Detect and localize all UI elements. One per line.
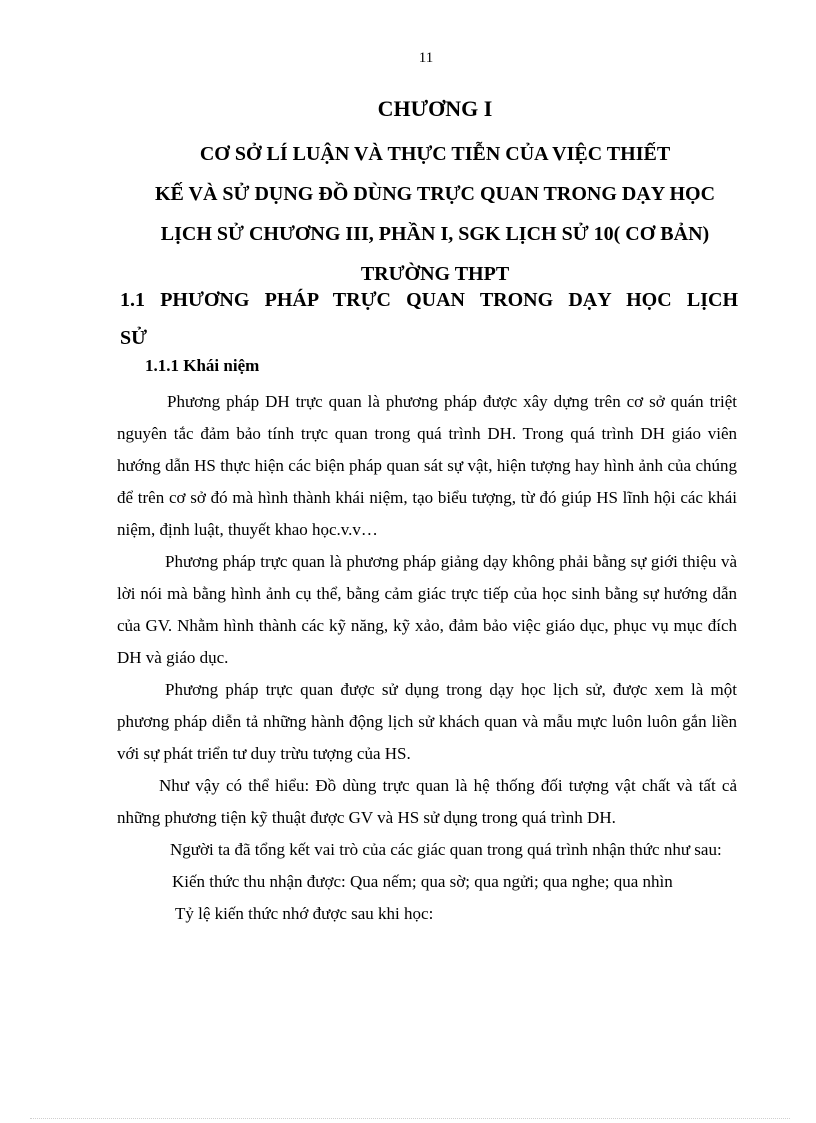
section-title xyxy=(120,281,738,357)
paragraph: Tỷ lệ kiến thức nhớ được sau khi học: xyxy=(175,904,434,923)
paragraph: Phương pháp DH trực quan là phương pháp được xây dựng trên cơ sở quán triệt nguyên tắc đảm bảo tính trực quan trong quá trình DH. Trong quá trình DH giáo viên hướng dẫn HS thực hiện các biện pháp quan sát sự vật, hiện tượng hay hình ảnh của chúng để trên cơ sở đó mà hình thành khái niệm, tạo biểu tượng, từ đó giúp HS lĩnh hội các khái niệm, định luật, thuyết khao học.v.v… xyxy=(117,392,737,539)
page-bottom-divider xyxy=(30,1118,790,1119)
paragraph: Người ta đã tổng kết vai trò của các giác quan trong quá trình nhận thức như sau: xyxy=(170,840,722,859)
chapter-title-line: TRƯỜNG THPT xyxy=(360,263,510,285)
page-number: 11 xyxy=(418,50,434,66)
chapter-title xyxy=(110,134,760,294)
chapter-title-line: CƠ SỞ LÍ LUẬN VÀ THỰC TIỄN CỦA VIỆC THIẾT xyxy=(199,143,671,165)
section-title-line: SỬ xyxy=(120,327,148,349)
body-text xyxy=(117,386,737,930)
paragraph: Như vậy có thể hiểu: Đồ dùng trực quan là hệ thống đối tượng vật chất và tất cả những phương tiện kỹ thuật được GV và HS sử dụng trong quá trình DH. xyxy=(117,776,737,827)
paragraph: Kiến thức thu nhận được: Qua nếm; qua sờ; qua ngửi; qua nghe; qua nhìn xyxy=(172,872,673,891)
section-title-line: 1.1 PHƯƠNG PHÁP TRỰC QUAN TRONG DẠY HỌC LỊCH xyxy=(120,289,738,311)
paragraph: Phương pháp trực quan được sử dụng trong dạy học lịch sử, được xem là một phương pháp diễn tả những hành động lịch sử khách quan và mẫu mực luôn luôn gắn liền với sự phát triển tư duy trừu tượng của HS. xyxy=(117,680,737,763)
chapter-title-line: LỊCH SỬ CHƯƠNG III, PHẦN I, SGK LỊCH SỬ 10( CƠ BẢN) xyxy=(160,223,710,245)
chapter-title-line: KẾ VÀ SỬ DỤNG ĐỒ DÙNG TRỰC QUAN TRONG DẠY HỌC xyxy=(154,183,716,205)
chapter-heading: CHƯƠNG I xyxy=(377,96,493,121)
paragraph: Phương pháp trực quan là phương pháp giảng dạy không phải bằng sự giới thiệu và lời nói mà bằng hình ảnh cụ thể, bằng cảm giác trực tiếp của học sinh bằng sự hướng dẫn của GV. Nhằm hình thành các kỹ năng, kỹ xảo, đảm bảo việc giáo dục, phục vụ mục đích DH và giáo dục. xyxy=(117,552,737,667)
subsection-title: 1.1.1 Khái niệm xyxy=(145,356,260,375)
